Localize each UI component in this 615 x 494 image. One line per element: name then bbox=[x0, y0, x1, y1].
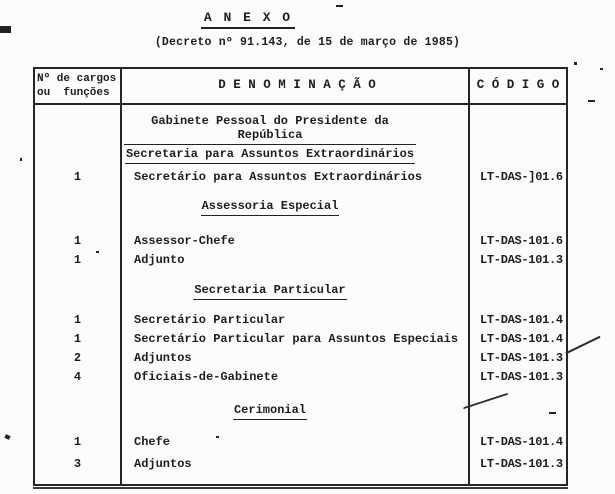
header-num-cargos bbox=[37, 72, 119, 100]
denomination-cell: Adjunto bbox=[134, 253, 185, 267]
qty-cell: 1 bbox=[73, 170, 82, 184]
header-separator-line bbox=[35, 103, 566, 105]
scan-artifact-dash bbox=[336, 5, 343, 7]
code-cell: LT-DAS-]01.6 bbox=[480, 170, 563, 184]
denomination-cell: Adjuntos bbox=[134, 457, 192, 471]
section-heading-particular: Secretaria Particular bbox=[124, 283, 416, 299]
scan-artifact-dash bbox=[588, 100, 595, 102]
qty-cell: 1 bbox=[73, 313, 82, 327]
header-codigo: C Ó D I G O bbox=[476, 78, 560, 92]
table-bottom-line bbox=[33, 487, 568, 489]
table-row bbox=[35, 435, 566, 451]
header-denominacao: D E N O M I N A Ç Ã O bbox=[218, 78, 376, 92]
qty-cell: 2 bbox=[73, 351, 82, 365]
code-cell: LT-DAS-101.3 bbox=[480, 351, 563, 365]
staff-positions-table bbox=[33, 67, 568, 486]
section-heading-assessoria: Assessoria Especial bbox=[124, 199, 416, 215]
scan-artifact-pen-stroke bbox=[565, 336, 600, 354]
scan-artifact-dot bbox=[600, 68, 603, 70]
code-cell: LT-DAS-101.4 bbox=[480, 435, 563, 449]
header-num-cargos-line2: ou funções bbox=[37, 87, 110, 99]
decree-subtitle: (Decreto nº 91.143, de 15 de março de 1985) bbox=[154, 36, 461, 49]
table-row bbox=[35, 313, 566, 329]
code-cell: LT-DAS-101.6 bbox=[480, 234, 563, 248]
scan-artifact-speck bbox=[4, 434, 10, 440]
denomination-cell: Oficiais-de-Gabinete bbox=[134, 370, 279, 384]
code-cell: LT-DAS-101.3 bbox=[480, 370, 563, 384]
scan-artifact-smudge bbox=[0, 26, 11, 33]
header-num-cargos-line1: Nº de cargos bbox=[37, 73, 117, 85]
qty-cell: 1 bbox=[73, 435, 82, 449]
scan-artifact-dot bbox=[574, 62, 577, 65]
document-title bbox=[0, 10, 496, 29]
qty-cell: 1 bbox=[73, 253, 82, 267]
denomination-cell: Secretário Particular para Assuntos Especiais bbox=[134, 332, 459, 346]
group-heading-gabinete: Gabinete Pessoal do Presidente da República bbox=[124, 114, 416, 130]
code-cell: LT-DAS-101.3 bbox=[480, 253, 563, 267]
denomination-cell: Chefe bbox=[134, 435, 171, 449]
code-cell: LT-DAS-101.4 bbox=[480, 313, 563, 327]
denomination-cell: Secretário Particular bbox=[134, 313, 286, 327]
table-row bbox=[35, 370, 566, 386]
column-divider-right bbox=[468, 69, 470, 484]
denomination-cell: Adjuntos bbox=[134, 351, 192, 365]
qty-cell: 4 bbox=[73, 370, 82, 384]
denomination-cell: Assessor-Chefe bbox=[134, 234, 235, 248]
scan-artifact-dot bbox=[20, 158, 22, 161]
qty-cell: 3 bbox=[73, 457, 82, 471]
table-row bbox=[35, 457, 566, 473]
qty-cell: 1 bbox=[73, 332, 82, 346]
code-cell: LT-DAS-101.4 bbox=[480, 332, 563, 346]
section-heading-cerimonial: Cerimonial bbox=[124, 403, 416, 419]
table-row bbox=[35, 351, 566, 367]
table-row bbox=[35, 234, 566, 250]
column-divider-left bbox=[120, 69, 122, 484]
qty-cell: 1 bbox=[73, 234, 82, 248]
document-title-text: A N E X O bbox=[201, 10, 295, 29]
code-cell: LT-DAS-101.3 bbox=[480, 457, 563, 471]
table-row bbox=[35, 332, 566, 348]
scan-artifact-dash bbox=[549, 412, 556, 414]
scan-artifact-dot bbox=[96, 251, 99, 253]
scan-artifact-dot bbox=[216, 436, 219, 438]
section-heading-extraordinarios: Secretaria para Assuntos Extraordinários bbox=[124, 147, 416, 163]
table-row bbox=[35, 170, 566, 186]
denomination-cell: Secretário para Assuntos Extraordinários bbox=[134, 170, 423, 184]
table-row bbox=[35, 253, 566, 269]
